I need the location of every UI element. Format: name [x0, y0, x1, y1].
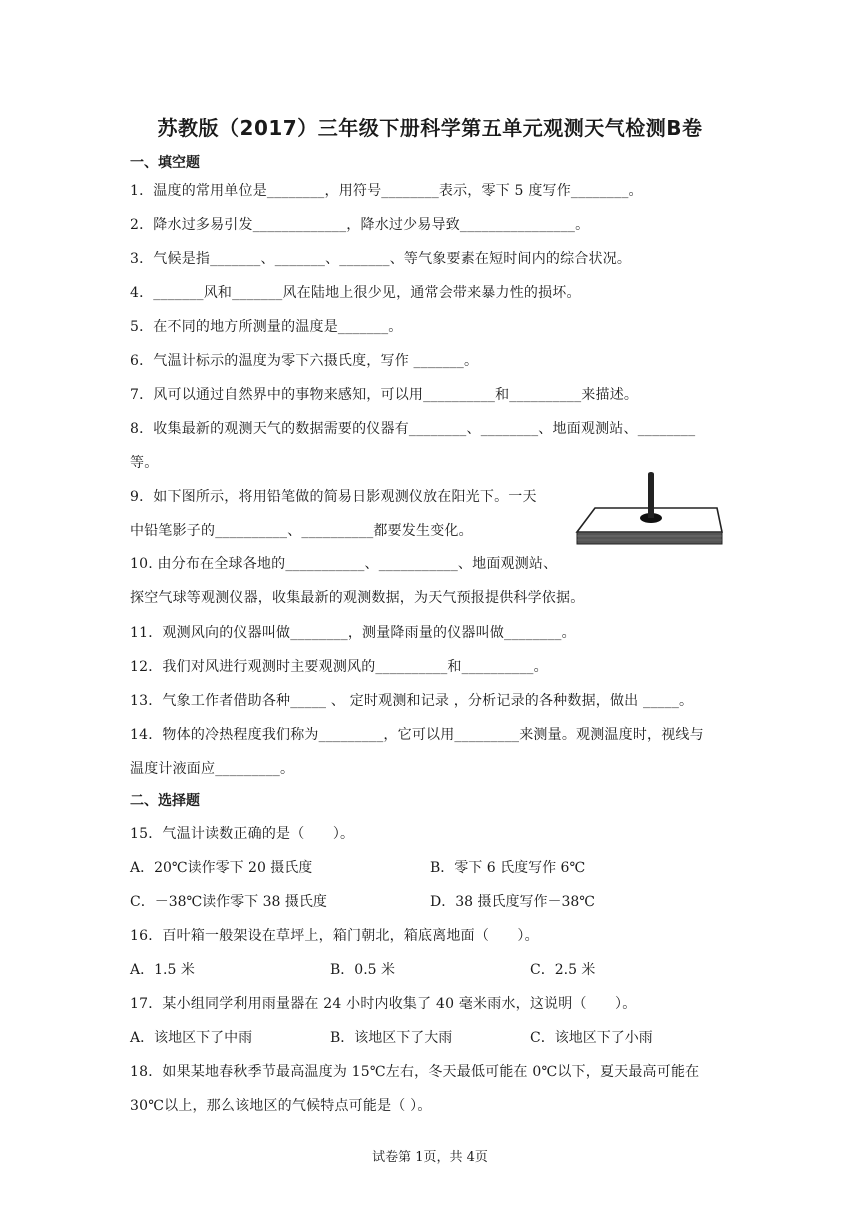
- question-line: 探空气球等观测仪器，收集最新的观测数据，为天气预报提供科学依据。: [130, 590, 585, 606]
- section-heading-fill: 一、填空题: [130, 155, 200, 171]
- question-line: 2．降水过多易引发_____________，降水过少易导致________________。: [130, 217, 590, 233]
- question-line: 8．收集最新的观测天气的数据需要的仪器有________、________、地面观测站、________: [130, 421, 696, 437]
- question-line: 5．在不同的地方所测量的温度是_______。: [130, 319, 403, 335]
- page-title: 苏教版（2017）三年级下册科学第五单元观测天气检测B卷: [157, 116, 703, 140]
- option-a: A．20℃读作零下 20 摄氏度: [130, 860, 313, 876]
- question-line: 1．温度的常用单位是________，用符号________表示，零下 5 度写作________。: [130, 183, 643, 199]
- question-line: 7．风可以通过自然界中的事物来感知，可以用__________和__________来描述。: [130, 387, 639, 403]
- option-b: B．0.5 米: [330, 962, 396, 978]
- question-line: 6．气温计标示的温度为零下六摄氏度，写作 _______。: [130, 353, 479, 369]
- question-line: 3．气候是指_______、_______、_______、等气象要素在短时间内的综合状况。: [130, 251, 632, 267]
- question-line: 温度计液面应_________。: [130, 761, 295, 777]
- page-footer: 试卷第 1页，共 4页: [372, 1150, 488, 1165]
- question-line: 11．观测风向的仪器叫做________，测量降雨量的仪器叫做________。: [130, 625, 576, 641]
- question-line: 12．我们对风进行观测时主要观测风的__________和__________。: [130, 659, 548, 675]
- question-line: 13．气象工作者借助各种_____ 、 定时观测和记录 ，分析记录的各种数据，做出 _____。: [130, 693, 694, 709]
- question-line: 14．物体的冷热程度我们称为_________，它可以用_________来测量。观测温度时，视线与: [130, 727, 704, 743]
- question-line: 4．_______风和_______风在陆地上很少见，通常会带来暴力性的损坏。: [130, 285, 581, 301]
- option-d: D．38 摄氏度写作－38℃: [430, 894, 595, 910]
- section-heading-choice: 二、选择题: [130, 793, 200, 809]
- option-c: C．－38℃读作零下 38 摄氏度: [130, 894, 327, 910]
- question-stem: 15．气温计读数正确的是（ ）。: [130, 826, 355, 842]
- question-stem: 16．百叶箱一般架设在草坪上，箱门朝北，箱底离地面（ ）。: [130, 928, 539, 944]
- option-a: A．1.5 米: [130, 962, 195, 978]
- option-b: B．该地区下了大雨: [330, 1030, 453, 1046]
- question-line: 10. 由分布在全球各地的___________、___________、地面观测站、: [130, 556, 558, 572]
- question-stem: 17．某小组同学利用雨量器在 24 小时内收集了 40 毫米雨水，这说明（ ）。: [130, 996, 637, 1012]
- option-a: A．该地区下了中雨: [130, 1030, 253, 1046]
- question-stem: 18．如果某地春秋季节最高温度为 15℃左右，冬天最低可能在 0℃以下，夏天最高可能在: [130, 1064, 700, 1080]
- option-b: B．零下 6 氏度写作 6℃: [430, 860, 586, 876]
- question-line: 9．如下图所示，将用铅笔做的简易日影观测仪放在阳光下。一天: [130, 489, 537, 505]
- question-line: 等。: [130, 455, 159, 471]
- question-line: 中铅笔影子的__________、__________都要发生变化。: [130, 523, 473, 539]
- pencil-sundial-figure: [575, 470, 727, 550]
- option-c: C．该地区下了小雨: [530, 1030, 653, 1046]
- option-c: C．2.5 米: [530, 962, 596, 978]
- question-stem: 30℃以上，那么该地区的气候特点可能是（ ）。: [130, 1098, 432, 1114]
